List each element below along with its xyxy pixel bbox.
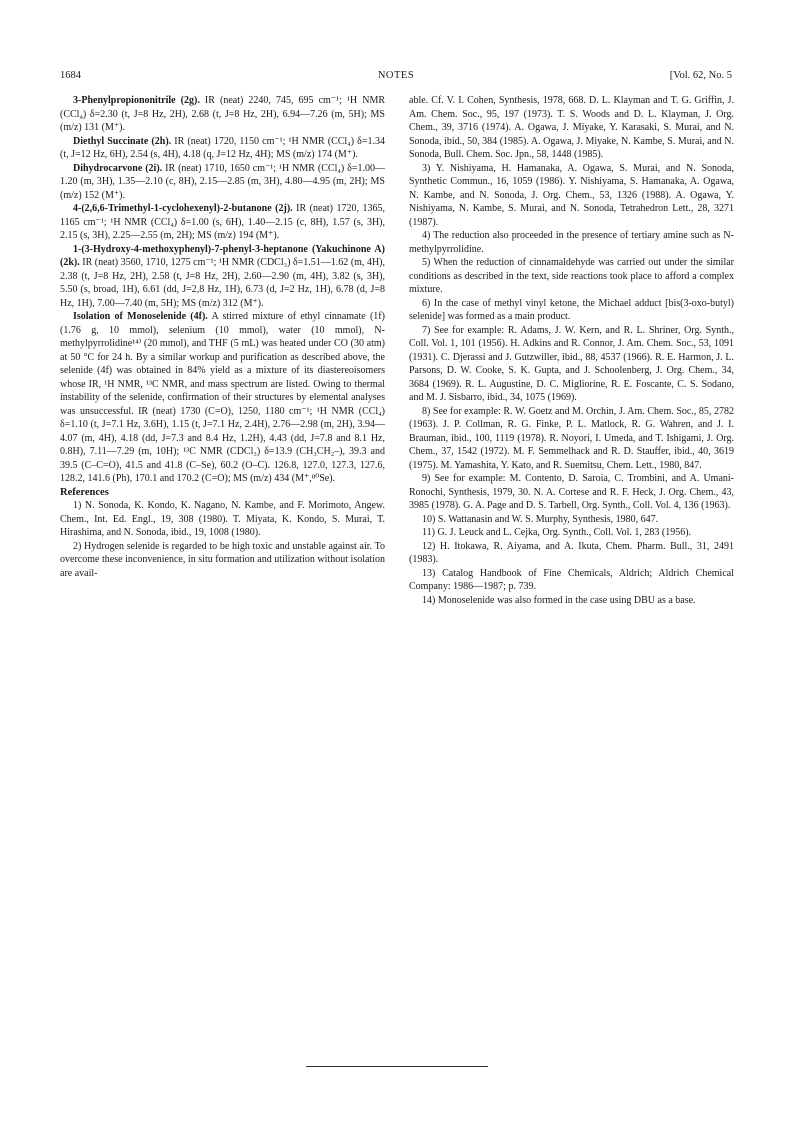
page-number: 1684 — [60, 70, 81, 81]
compound-2j-data: IR (neat) 1720, 1365, 1165 cm⁻¹; ¹H NMR (CCl₄) δ=1.00 (s, 6H), 1.40—2.15 (c, 8H), 1.57 (s, 3H), 2.15 (s, 3H), 2.25—2.55 (m, 2H); MS (m/z) 194 (M⁺). — [60, 203, 385, 241]
reference-7: 7) See for example: R. Adams, J. W. Kern, and R. L. Shriner, Org. Synth., Coll. Vol. 1, 101 (1956). H. Adkins and R. Connor, J. Am. Chem. Soc., 53, 1091 (1931). C. Djerassi and J. Gutzwiller, ibid., 88, 4537 (1966). R. E. Harmon, J. L. Parsons, D. W. Cooke, S. K. Gupta, and J. Schoolenberg, J. Org. Chem., 34, 3684 (1969). R. L. Augustine, D. C. Migliorine, R. E. Foscante, C. S. Sodano, and M. J. Sisbarro, ibid., 34, 1075 (1969). — [409, 324, 734, 403]
reference-14: 14) Monoselenide was also formed in the case using DBU as a base. — [422, 594, 696, 606]
reference-5: 5) When the reduction of cinnamaldehyde was carried out under the similar conditions as described in the text, side reactions took place to afford a complex mixture. — [409, 257, 734, 295]
references-heading: References — [60, 486, 109, 498]
compound-2k-title: 1-(3-Hydroxy-4-methoxyphenyl)-7-phenyl-3-heptanone (Yakuchinone A) (2k). — [60, 243, 385, 268]
reference-10: 10) S. Wattanasin and W. S. Murphy, Synthesis, 1980, 647. — [422, 513, 659, 525]
reference-8: 8) See for example: R. W. Goetz and M. Orchin, J. Am. Chem. Soc., 85, 2782 (1963). J. P. Collman, R. G. Finke, P. L. Matlock, R. G. Wahren, and J. I. Brauman, ibid., 100, 1119 (1978). R. Noyori, I. Umeda, and T. Ishigami, J. Org. Chem., 37, 1542 (1972). M. F. Semmelhack and R. D. Stauffer, ibid., 40, 3619 (1975). M. Yamashita, Y. Kato, and R. Suemitsu, Chem. Lett., 1980, 847. — [409, 405, 734, 471]
monoselenide-body: A stirred mixture of ethyl cinnamate (1f) (1.76 g, 10 mmol), selenium (10 mmol), water (10 mmol), N-methylpyrrolidine¹⁴⁾ (20 mmol), and THF (5 mL) was heated under CO (30 atm) at 50 °C for 24 h. By a similar workup and purification as described above, the selenide (4f) was obtained in 84% yield as a mixture of its diastereoisomers whose IR, ¹H NMR, ¹³C NMR, and mass spectrum are listed. Owing to thermal instability of the selenide, confirmation of their structures by elemental analyses was unsuccessful. IR (neat) 1730 (C=O), 1250, 1180 cm⁻¹; ¹H NMR (CCl₄) δ=1.10 (t, J=7.1 Hz, 3.6H), 1.15 (t, J=7.1 Hz, 2.4H), 2.76—2.98 (m, 2H), 3.94—4.07 (m, 4H), 4.18 (dd, J=7.3 and 8.4 Hz, 1.2H), 4.43 (dd, J=7.8 and 8.1 Hz, 0.8H), 7.11—7.29 (m, 10H); ¹³C NMR (CDCl₃) δ=13.9 (CH₃CH₂–), 39.3 and 39.5 (C–C=O), 41.5 and 41.8 (C–Se), 60.2 (O–C). 126.8, 127.0, 127.3, 127.6, 128.2, 141.6 (Ph), 170.1 and 170.2 (C=O); MS (m/z) 434 (M⁺,⁸⁰Se). — [60, 311, 385, 484]
compound-2g-title: 3-Phenylpropiononitrile (2g). — [73, 95, 200, 106]
reference-4: 4) The reduction also proceeded in the presence of tertiary amine such as N-methylpyrrolidine. — [409, 230, 734, 255]
section-title: NOTES — [377, 70, 415, 81]
monoselenide-paragraph — [60, 310, 385, 486]
reference-1: 1) N. Sonoda, K. Kondo, K. Nagano, N. Kambe, and F. Morimoto, Angew. Chem., Int. Ed. Engl., 19, 308 (1980). T. Miyata, K. Kondo, S. Murai, T. Hirashima, and N. Sonoda, ibid., 19, 1008 (1980). — [60, 500, 385, 538]
compound-2i-data: IR (neat) 1710, 1650 cm⁻¹; ¹H NMR (CCl₄) δ=1.00—1.20 (m, 3H), 1.35—2.10 (c, 8H), 2.15—2.85 (m, 3H), 4.80—4.95 (m, 2H); MS (m/z) 152 (M⁺). — [60, 162, 385, 201]
reference-6: 6) In the case of methyl vinyl ketone, the Michael adduct [bis(3-oxo-butyl) selenide] was formed as a main product. — [409, 297, 734, 322]
reference-13: 13) Catalog Handbook of Fine Chemicals, Aldrich; Aldrich Chemical Company: 1986—1987; p. 739. — [409, 567, 734, 592]
compound-2h-title: Diethyl Succinate (2h). — [73, 135, 172, 147]
right-column — [409, 94, 734, 607]
reference-2-start: 2) Hydrogen selenide is regarded to be high toxic and unstable against air. To overcome these inconvenience, in situ formation and utilization without isolation are avail- — [60, 540, 385, 579]
compound-2g-data: IR (neat) 2240, 745, 695 cm⁻¹; ¹H NMR (CCl₄) δ=2.30 (t, J=8 Hz, 2H), 2.68 (t, J=8 Hz, 2H), 6.94—7.26 (m, 5H); MS (m/z) 131 (M⁺). — [60, 95, 386, 133]
running-header — [60, 70, 732, 86]
reference-9: 9) See for example: M. Contento, D. Saroia, C. Trombini, and A. Umani-Ronochi, Synthesis, 1979, 30. N. A. Cortese and R. F. Heck, J. Org. Chem., 43, 3985 (1978). G. A. Page and D. S. Tarbell, Org. Synth., Coll. Vol. 4, 136 (1963). — [409, 473, 734, 511]
compound-2j-title: 4-(2,6,6-Trimethyl-1-cyclohexenyl)-2-butanone (2j). — [73, 203, 293, 214]
volume-info: [Vol. 62, No. 5 — [669, 70, 732, 81]
reference-2-end: able. Cf. V. I. Cohen, Synthesis, 1978, 668. D. L. Klayman and T. G. Griffin, J. Am. Chem. Soc., 95, 197 (1973). T. S. Woods and D. L. Klayman, J. Org. Chem., 39, 3716 (1974). A. Ogawa, J. Miyake, Y. Karasaki, S. Murai, and N. Sonoda, ibid., 50, 384 (1985). A. Ogawa, J. Miyake, N. Kambe, S. Murai, and N. Sonoda, Bull. Chem. Soc. Jpn., 58, 1448 (1985). — [409, 95, 734, 160]
compound-2k-paragraph — [60, 243, 385, 311]
compound-2i-title: Dihydrocarvone (2i). — [73, 162, 163, 174]
reference-11: 11) G. J. Leuck and L. Cejka, Org. Synth., Coll. Vol. 1, 283 (1956). — [422, 527, 692, 538]
compound-2g-paragraph — [60, 94, 385, 135]
end-rule-divider — [306, 1066, 488, 1067]
compound-2i-paragraph — [60, 162, 385, 203]
left-column — [60, 94, 385, 580]
reference-12: 12) H. Itokawa, R. Aiyama, and A. Ikuta, Chem. Pharm. Bull., 31, 2491 (1983). — [409, 540, 734, 565]
compound-2h-data: IR (neat) 1720, 1150 cm⁻¹; ¹H NMR (CCl₄) δ=1.34 (t, J=12 Hz, 6H), 2.54 (s, 4H), 4.18 (q, J=12 Hz, 4H); MS (m/z) 174 (M⁺). — [60, 135, 385, 160]
compound-2k-data: IR (neat) 3560, 1710, 1275 cm⁻¹; ¹H NMR (CDCl₃) δ=1.51—1.62 (m, 4H), 2.38 (t, J=8 Hz, 2H), 2.58 (t, J=8 Hz, 2H), 2.60—2.90 (m, 4H), 3.82 (s, 3H), 5.50 (s, broad, 1H), 6.61 (dd, J=2,8 Hz, 1H), 6.73 (d, J=2 Hz, 1H), 6.78 (d, J=8 Hz, 1H), 7.00—7.40 (m, 5H); MS (m/z) 312 (M⁺). — [60, 257, 385, 309]
compound-2h-paragraph — [60, 135, 385, 162]
compound-2j-paragraph — [60, 202, 385, 243]
monoselenide-title: Isolation of Monoselenide (4f). — [73, 311, 208, 322]
reference-3: 3) Y. Nishiyama, H. Hamanaka, A. Ogawa, S. Murai, and N. Sonoda, Synthetic Commun., 16, 1059 (1986). Y. Nishiyama, S. Hamanaka, A. Ogawa, N. Kambe, and N. Sonoda, J. Org. Chem., 53, 1326 (1988). A. Ogawa, Y. Nishiyama, N. Kambe, S. Murai, and N. Sonoda, Tetrahedron Lett., 28, 3271 (1987). — [409, 162, 734, 228]
